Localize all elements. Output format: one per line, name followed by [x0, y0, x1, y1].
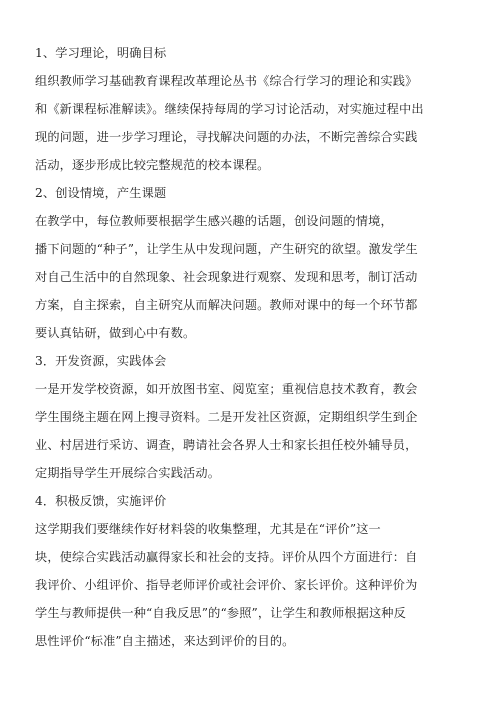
section-1-line-1: 组织教师学习基础教育课程改革理论丛书《综合行学习的理论和实践》: [35, 74, 418, 88]
section-2-line-3: 对自己生活中的自然现象、社会现象进行观察、发现和思考，制订活动: [35, 270, 418, 284]
section-4-line-2: 块，使综合实践活动赢得家长和社会的支持。评价从四个方面进行：自: [35, 550, 418, 564]
section-4-line-4: 学生与教师提供一种“自我反思”的“参照”，让学生和教师根据这种反: [35, 606, 406, 620]
section-4-line-3: 我评价、小组评价、指导老师评价或社会评价、家长评价。这种评价为: [35, 578, 418, 592]
section-4-line-1: 这学期我们要继续作好材料袋的收集整理，尤其是在“评价”这一: [35, 522, 381, 536]
section-heading-3: 3．开发资源，实践体会: [35, 354, 167, 368]
section-2-line-1: 在教学中，每位教师要根据学生感兴趣的话题，创设问题的情境，: [35, 214, 393, 228]
section-2-line-2: 播下问题的“种子”，让学生从中发现问题，产生研究的欲望。激发学生: [35, 242, 418, 256]
section-2-line-4: 方案，自主探索，自主研究从而解决问题。教师对课中的每一个环节都: [35, 298, 418, 312]
section-3-line-4: 定期指导学生开展综合实践活动。: [35, 466, 221, 480]
section-1-line-2: 和《新课程标准解读》。继续保持每周的学习讨论活动，对实施过程中出: [35, 102, 424, 116]
section-heading-1: 1、学习理论，明确目标: [35, 46, 167, 60]
section-3-line-1: 一是开发学校资源，如开放图书室、阅览室；重视信息技术教育，教会: [35, 382, 418, 396]
section-heading-4: 4．积极反馈，实施评价: [35, 494, 167, 508]
section-1-line-4: 活动，逐步形成比较完整规范的校本课程。: [35, 158, 270, 172]
section-1-line-3: 现的问题，进一步学习理论，寻找解决问题的办法，不断完善综合实践: [35, 130, 418, 144]
section-heading-2: 2、创设情境，产生课题: [35, 186, 167, 200]
section-3-line-3: 业、村居进行采访、调查，聘请社会各界人士和家长担任校外辅导员，: [35, 438, 418, 452]
section-3-line-2: 学生围绕主题在网上搜寻资料。二是开发社区资源，定期组织学生到企: [35, 410, 418, 424]
section-2-line-5: 要认真钻研，做到心中有数。: [35, 326, 196, 340]
section-4-line-5: 思性评价“标准”自主描述，来达到评价的目的。: [35, 634, 295, 648]
